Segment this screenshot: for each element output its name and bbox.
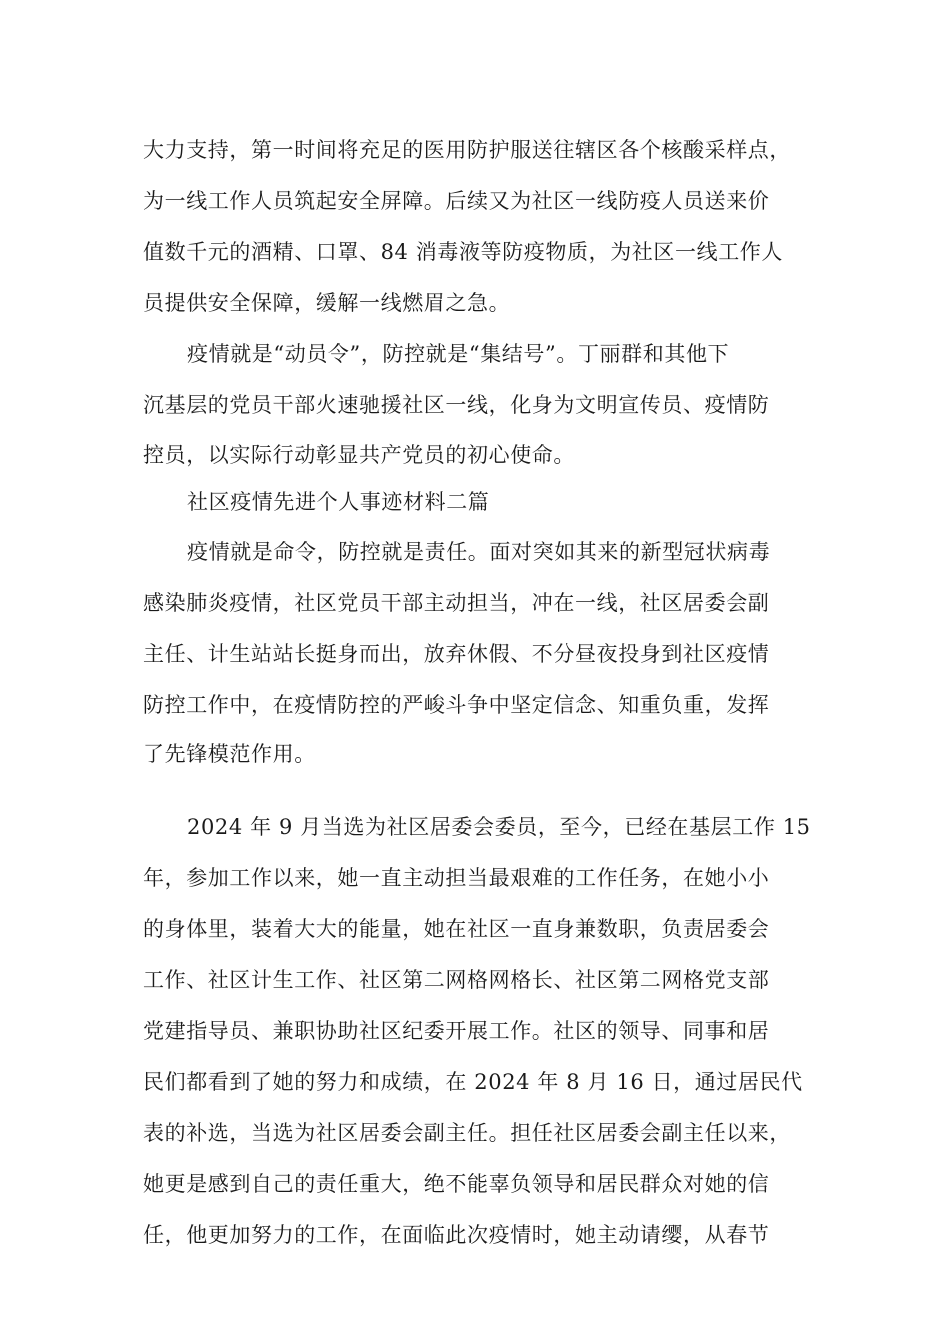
text-line: 值数千元的酒精、口罩、84 消毒液等防疫物质，为社区一线工作人 <box>143 240 783 264</box>
text-line: 了先锋模范作用。 <box>143 742 316 766</box>
text-line: 为一线工作人员筑起安全屏障。后续又为社区一线防疫人员送来价 <box>143 189 770 213</box>
text-line: 感染肺炎疫情，社区党员干部主动担当，冲在一线，社区居委会副 <box>143 591 770 615</box>
text-line: 她更是感到自己的责任重大，绝不能辜负领导和居民群众对她的信 <box>143 1172 770 1196</box>
text-line: 大力支持，第一时间将充足的医用防护服送往辖区各个核酸采样点， <box>143 138 791 162</box>
text-line: 员提供安全保障，缓解一线燃眉之急。 <box>143 291 511 315</box>
text-line: 党建指导员、兼职协助社区纪委开展工作。社区的领导、同事和居 <box>143 1019 770 1043</box>
text-line: 年，参加工作以来，她一直主动担当最艰难的工作任务，在她小小 <box>143 866 770 890</box>
text-line: 民们都看到了她的努力和成绩，在 2024 年 8 月 16 日，通过居民代 <box>143 1070 803 1094</box>
text-line: 工作、社区计生工作、社区第二网格网格长、社区第二网格党支部 <box>143 968 770 992</box>
paragraph-first-line: 疫情就是命令，防控就是责任。面对突如其来的新型冠状病毒 <box>187 540 771 564</box>
text-line: 主任、计生站站长挺身而出，放弃休假、不分昼夜投身到社区疫情 <box>143 642 770 666</box>
paragraph-first-line: 疫情就是“动员令”，防控就是“集结号”。丁丽群和其他下 <box>187 342 730 366</box>
text-line: 表的补选，当选为社区居委会副主任。担任社区居委会副主任以来， <box>143 1121 791 1145</box>
section-heading: 社区疫情先进个人事迹材料二篇 <box>187 490 490 514</box>
text-line: 防控工作中，在疫情防控的严峻斗争中坚定信念、知重负重，发挥 <box>143 693 770 717</box>
text-line: 控员，以实际行动彰显共产党员的初心使命。 <box>143 443 575 467</box>
text-line: 任，他更加努力的工作，在面临此次疫情时，她主动请缨，从春节 <box>143 1223 770 1247</box>
paragraph-first-line: 2024 年 9 月当选为社区居委会委员，至今，已经在基层工作 15 <box>187 815 811 839</box>
text-line: 的身体里，装着大大的能量，她在社区一直身兼数职，负责居委会 <box>143 917 770 941</box>
text-line: 沉基层的党员干部火速驰援社区一线，化身为文明宣传员、疫情防 <box>143 393 770 417</box>
